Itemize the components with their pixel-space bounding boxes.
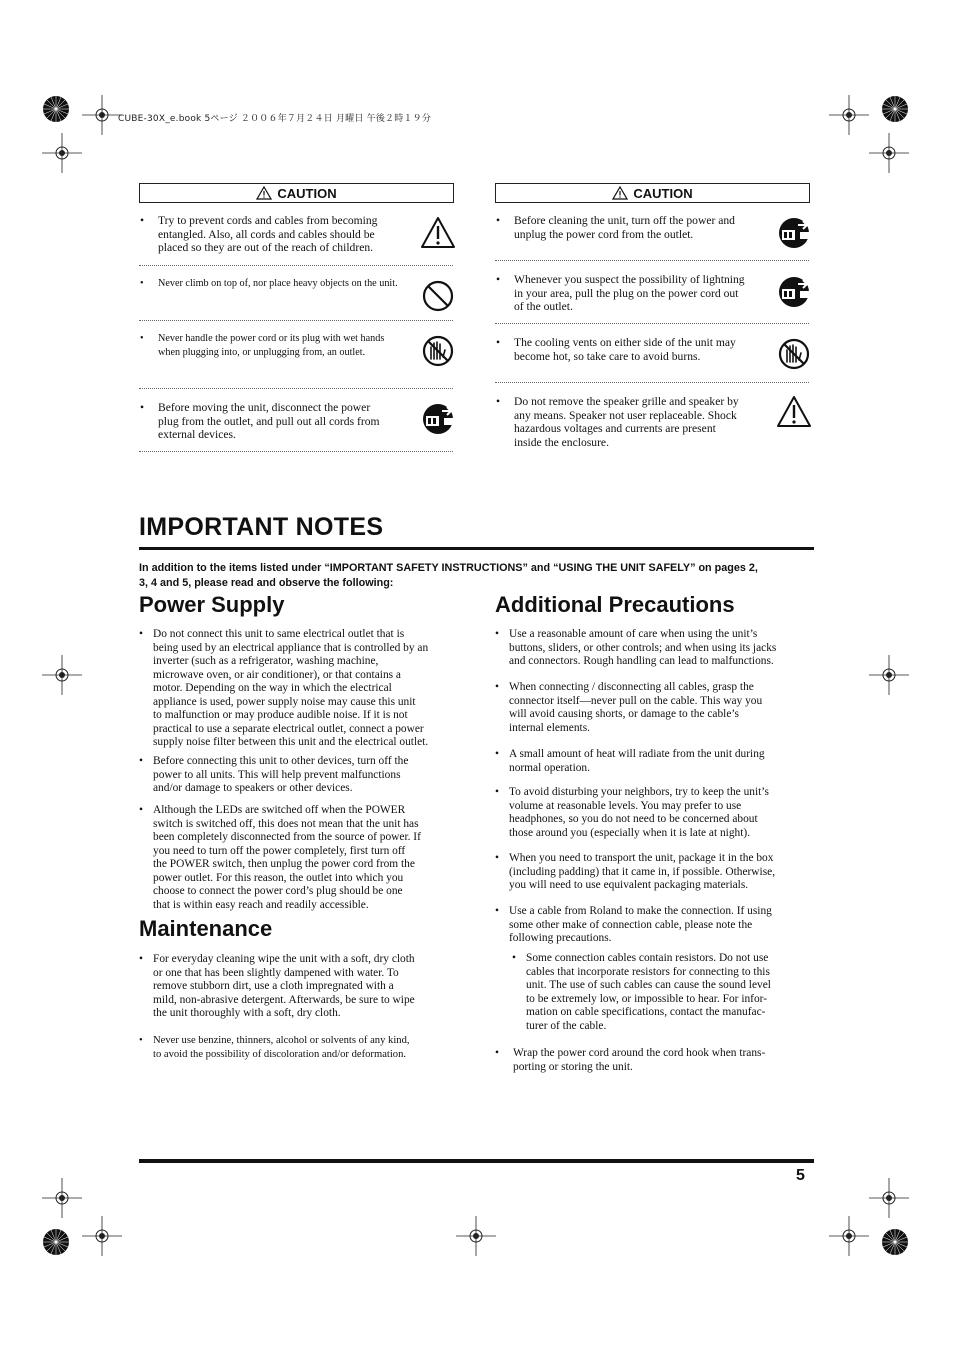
caution-label: CAUTION xyxy=(633,185,693,201)
title-rule xyxy=(139,547,814,550)
registration-mark-icon xyxy=(829,1216,869,1256)
dotted-divider xyxy=(139,451,453,452)
unplug-icon xyxy=(420,401,456,437)
registration-mark-icon xyxy=(42,133,82,173)
registration-mark-icon xyxy=(82,95,122,135)
dotted-divider xyxy=(139,265,453,266)
warning-triangle-icon xyxy=(612,186,628,200)
caution-label: CAUTION xyxy=(277,185,337,201)
footer-rule xyxy=(139,1159,814,1163)
registration-mark-icon xyxy=(42,655,82,695)
registration-mark-icon xyxy=(869,133,909,173)
registration-mark-icon xyxy=(456,1216,496,1256)
dotted-divider xyxy=(139,388,453,389)
caution-header-right xyxy=(495,183,810,203)
unplug-icon xyxy=(776,215,812,251)
dotted-divider xyxy=(495,382,809,383)
sunburst-mark-icon xyxy=(42,95,70,123)
registration-mark-icon xyxy=(869,655,909,695)
registration-mark-icon xyxy=(869,1178,909,1218)
section-title-additional-precautions: Additional Precautions xyxy=(495,592,735,617)
warning-triangle-icon xyxy=(420,215,456,251)
sunburst-mark-icon xyxy=(42,1228,70,1256)
sunburst-mark-icon xyxy=(881,95,909,123)
registration-mark-icon xyxy=(42,1178,82,1218)
warning-triangle-icon xyxy=(776,394,812,430)
no-touch-icon xyxy=(776,336,812,372)
page-number: 5 xyxy=(796,1167,805,1184)
warning-triangle-icon xyxy=(256,186,272,200)
file-info-header: CUBE-30X_e.book 5ページ ２００６年７月２４日 月曜日 午後２時１９分 xyxy=(118,114,432,124)
no-wet-hands-icon xyxy=(420,333,456,369)
prohibition-circle-icon xyxy=(420,278,456,314)
caution-header-left xyxy=(139,183,454,203)
dotted-divider xyxy=(495,323,809,324)
section-title-power-supply: Power Supply xyxy=(139,592,285,617)
registration-mark-icon xyxy=(829,95,869,135)
dotted-divider xyxy=(495,260,809,261)
registration-mark-icon xyxy=(82,1216,122,1256)
sunburst-mark-icon xyxy=(881,1228,909,1256)
section-title-maintenance: Maintenance xyxy=(139,916,273,941)
dotted-divider xyxy=(139,320,453,321)
page-title: IMPORTANT NOTES xyxy=(139,513,384,541)
unplug-icon xyxy=(776,274,812,310)
intro-text: In addition to the items listed under “IMPORTANT SAFETY INSTRUCTIONS” and “USING THE UNIT SAFELY” on pages 2, 3, 4 and 5, please read and observe the following: xyxy=(139,562,758,589)
